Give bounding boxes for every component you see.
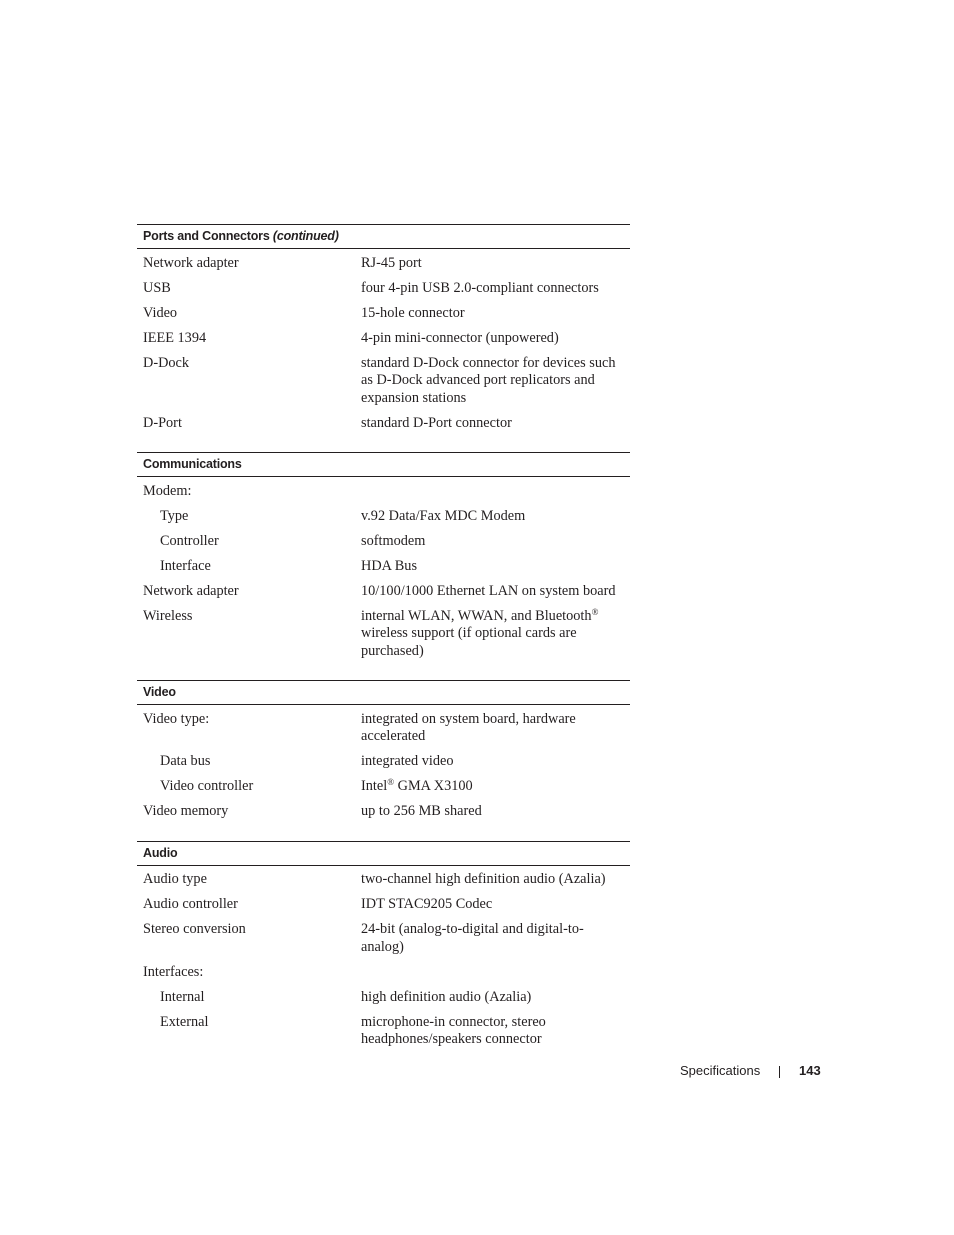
row-label: Audio controller xyxy=(143,896,238,912)
section-communications xyxy=(137,452,630,664)
table-row xyxy=(137,1010,630,1053)
section-header xyxy=(137,453,630,477)
table-row xyxy=(137,604,630,664)
row-value xyxy=(361,608,625,661)
row-value: integrated video xyxy=(361,753,454,769)
section-title: Video xyxy=(143,685,176,699)
page-footer xyxy=(680,1062,830,1080)
row-value: standard D-Port connector xyxy=(361,414,512,431)
row-value: RJ-45 port xyxy=(361,254,422,271)
row-value: standard D-Dock connector for devices such as D-Dock advanced port replicators and expansion stations xyxy=(361,354,616,406)
table-row xyxy=(137,301,630,326)
row-label: Interface xyxy=(160,557,211,574)
registered-mark: ® xyxy=(387,777,395,787)
row-value: high definition audio (Azalia) xyxy=(361,988,532,1005)
row-label: Network adapter xyxy=(143,254,239,271)
row-value: two-channel high definition audio (Azalia) xyxy=(361,871,606,887)
row-label: D-Dock xyxy=(143,354,190,371)
table-row xyxy=(137,479,630,504)
row-value: IDT STAC9205 Codec xyxy=(361,896,493,912)
table-row xyxy=(137,775,630,800)
table-row xyxy=(137,529,630,554)
row-value: integrated on system board, hardware accelerated xyxy=(361,710,576,744)
section-audio xyxy=(137,841,630,1053)
page-number: 143 xyxy=(799,1063,821,1078)
section-title-suffix: (continued) xyxy=(272,229,339,243)
value-text: internal WLAN, WWAN, and Bluetooth xyxy=(361,607,592,624)
table-row xyxy=(137,960,630,985)
table-row xyxy=(137,707,630,750)
table-row xyxy=(137,326,630,351)
row-label: Video type: xyxy=(143,710,210,727)
section-video xyxy=(137,680,630,825)
row-label: Video controller xyxy=(160,778,254,794)
footer-section-label: Specifications xyxy=(680,1063,761,1078)
section-header xyxy=(137,225,630,249)
row-value: 24-bit (analog-to-digital and digital-to-analog) xyxy=(361,921,584,955)
row-label: D-Port xyxy=(143,414,182,431)
row-label: Video xyxy=(143,304,178,321)
table-row xyxy=(137,868,630,893)
row-label: Stereo conversion xyxy=(143,921,246,937)
row-label: Interfaces: xyxy=(143,963,204,980)
table-row xyxy=(137,411,630,436)
row-value: 4-pin mini-connector (unpowered) xyxy=(361,329,559,346)
row-value: 10/100/1000 Ethernet LAN on system board xyxy=(361,582,616,599)
row-value xyxy=(361,483,625,501)
table-row xyxy=(137,554,630,579)
section-title: Ports and Connectors xyxy=(143,229,270,243)
value-text: Intel xyxy=(361,778,388,794)
table-row xyxy=(137,504,630,529)
section-header xyxy=(137,842,630,866)
row-label: Video memory xyxy=(143,803,229,819)
row-value xyxy=(361,778,625,796)
row-label: IEEE 1394 xyxy=(143,329,207,346)
footer-divider xyxy=(779,1066,780,1078)
value-text-continued: GMA X3100 xyxy=(394,778,473,794)
value-text-continued: wireless support (if optional cards are purchased) xyxy=(361,625,577,659)
table-row xyxy=(137,579,630,604)
section-title: Audio xyxy=(143,845,178,860)
row-value: 15-hole connector xyxy=(361,304,465,321)
row-value: v.92 Data/Fax MDC Modem xyxy=(361,507,526,524)
row-label: Network adapter xyxy=(143,582,239,599)
row-label: Audio type xyxy=(143,871,207,887)
section-ports-and-connectors xyxy=(137,224,630,436)
table-row xyxy=(137,985,630,1010)
row-label: External xyxy=(160,1013,209,1030)
table-row xyxy=(137,750,630,775)
row-value: four 4-pin USB 2.0-compliant connectors xyxy=(361,279,599,296)
row-label: Wireless xyxy=(143,607,193,624)
row-value: up to 256 MB shared xyxy=(361,803,482,819)
row-value: microphone-in connector, stereo headphones/speakers connector xyxy=(361,1013,546,1047)
row-label: Data bus xyxy=(160,753,211,769)
section-header xyxy=(137,681,630,705)
row-value: HDA Bus xyxy=(361,557,418,574)
table-row xyxy=(137,251,630,276)
row-label: Controller xyxy=(160,532,219,549)
table-row xyxy=(137,276,630,301)
row-label: Type xyxy=(160,507,189,524)
spec-table xyxy=(137,224,630,1053)
row-label: USB xyxy=(143,279,171,296)
table-row xyxy=(137,800,630,825)
table-row xyxy=(137,351,630,411)
registered-mark: ® xyxy=(591,606,599,617)
table-row xyxy=(137,918,630,961)
row-label: Internal xyxy=(160,988,205,1005)
row-value xyxy=(361,964,625,982)
table-row xyxy=(137,893,630,918)
row-value: softmodem xyxy=(361,532,426,549)
section-title: Communications xyxy=(143,457,242,471)
row-label: Modem: xyxy=(143,482,192,499)
